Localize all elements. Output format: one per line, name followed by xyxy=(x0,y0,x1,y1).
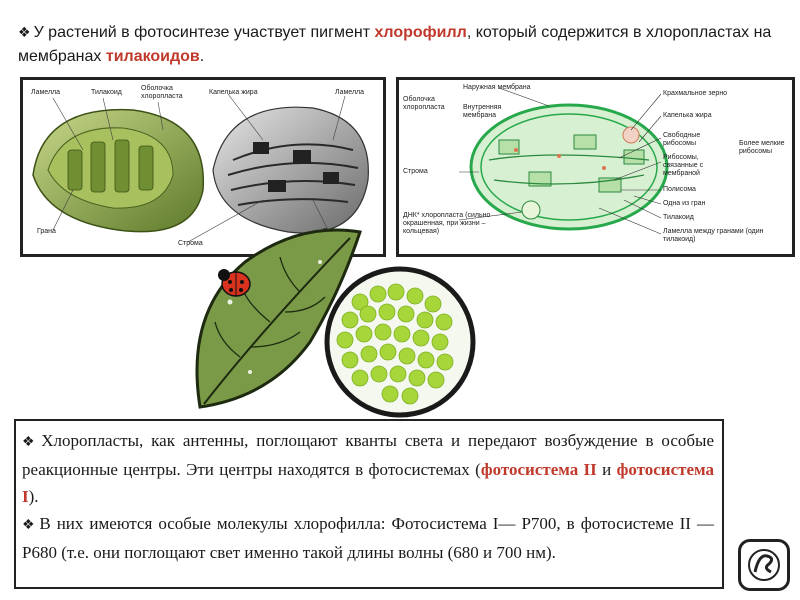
term-photosystem-1: фотосистема I xyxy=(22,460,714,506)
label-envelope: Оболочка хлоропласта xyxy=(141,85,183,100)
label-envelope-r: Оболочка хлоропласта xyxy=(403,96,445,111)
label-free-ribosomes: Свободные рибосомы xyxy=(663,132,701,147)
label-fat-droplet: Капелька жира xyxy=(209,89,258,96)
photosystems-text-box xyxy=(14,419,724,589)
label-lamella-2: Ламелла xyxy=(335,89,365,96)
label-fat-drop-r: Капелька жира xyxy=(663,112,712,119)
label-outer-membrane: Наружная мембрана xyxy=(463,84,531,91)
diamond-bullet-icon: ❖ xyxy=(22,435,39,450)
label-stroma-r: Строма xyxy=(403,168,428,175)
label-lamella-1: Ламелла xyxy=(31,89,61,96)
label-dna: ДНК* хлоропласта (сильно окрашенная, при жизни – кольцевая) xyxy=(403,212,491,235)
diamond-bullet-icon: ❖ xyxy=(18,24,31,40)
label-inner-membrane: Внутренняя мембрана xyxy=(463,104,502,119)
label-starch-grain: Крахмальное зерно xyxy=(663,90,728,97)
leaf-cell-illustration xyxy=(190,222,480,420)
label-bound-ribosomes: Рибосомы, связанные с мембраной xyxy=(663,154,704,177)
term-thylakoids: тилакоидов xyxy=(105,48,200,65)
paragraph-antennas: ❖ Хлоропласты, как антенны, поглощают кванты света и передают возбуждение в особые реакционные центры. Эти центры находятся в фотосистемах (фотосистема II и фотосистема I). xyxy=(22,431,714,506)
label-grana-1: Грана xyxy=(37,228,56,235)
label-thylakoid-r: Тилакоид xyxy=(663,214,694,221)
term-photosystem-2: фотосистема II xyxy=(480,460,597,479)
label-thylakoid: Тилакоид xyxy=(91,89,122,96)
label-lamella-between: Ламелла между гранами (один тилакоид) xyxy=(663,228,764,243)
paragraph-reaction-centers: ❖ В них имеются особые молекулы хлорофилла: Фотосистема I— Р700, в фотосистеме II — Р680 (т.е. они поглощают свет именно такой длины волны (680 и 700 нм). xyxy=(22,514,714,562)
label-stroma: Строма xyxy=(178,240,203,247)
diamond-bullet-icon: ❖ xyxy=(22,518,37,533)
emblem-logo-icon xyxy=(738,539,790,591)
label-polysome: Полисома xyxy=(663,186,696,193)
label-one-granum: Одна из гран xyxy=(663,200,706,207)
label-small-ribosomes: Более мелкие рибосомы xyxy=(739,140,785,155)
term-chlorophyll: хлорофилл xyxy=(374,24,467,41)
intro-text: ❖ У растений в фотосинтезе участвует пигмент хлорофилл, который содержится в хлоропластах на мембранах тилакоидов. xyxy=(18,24,772,65)
